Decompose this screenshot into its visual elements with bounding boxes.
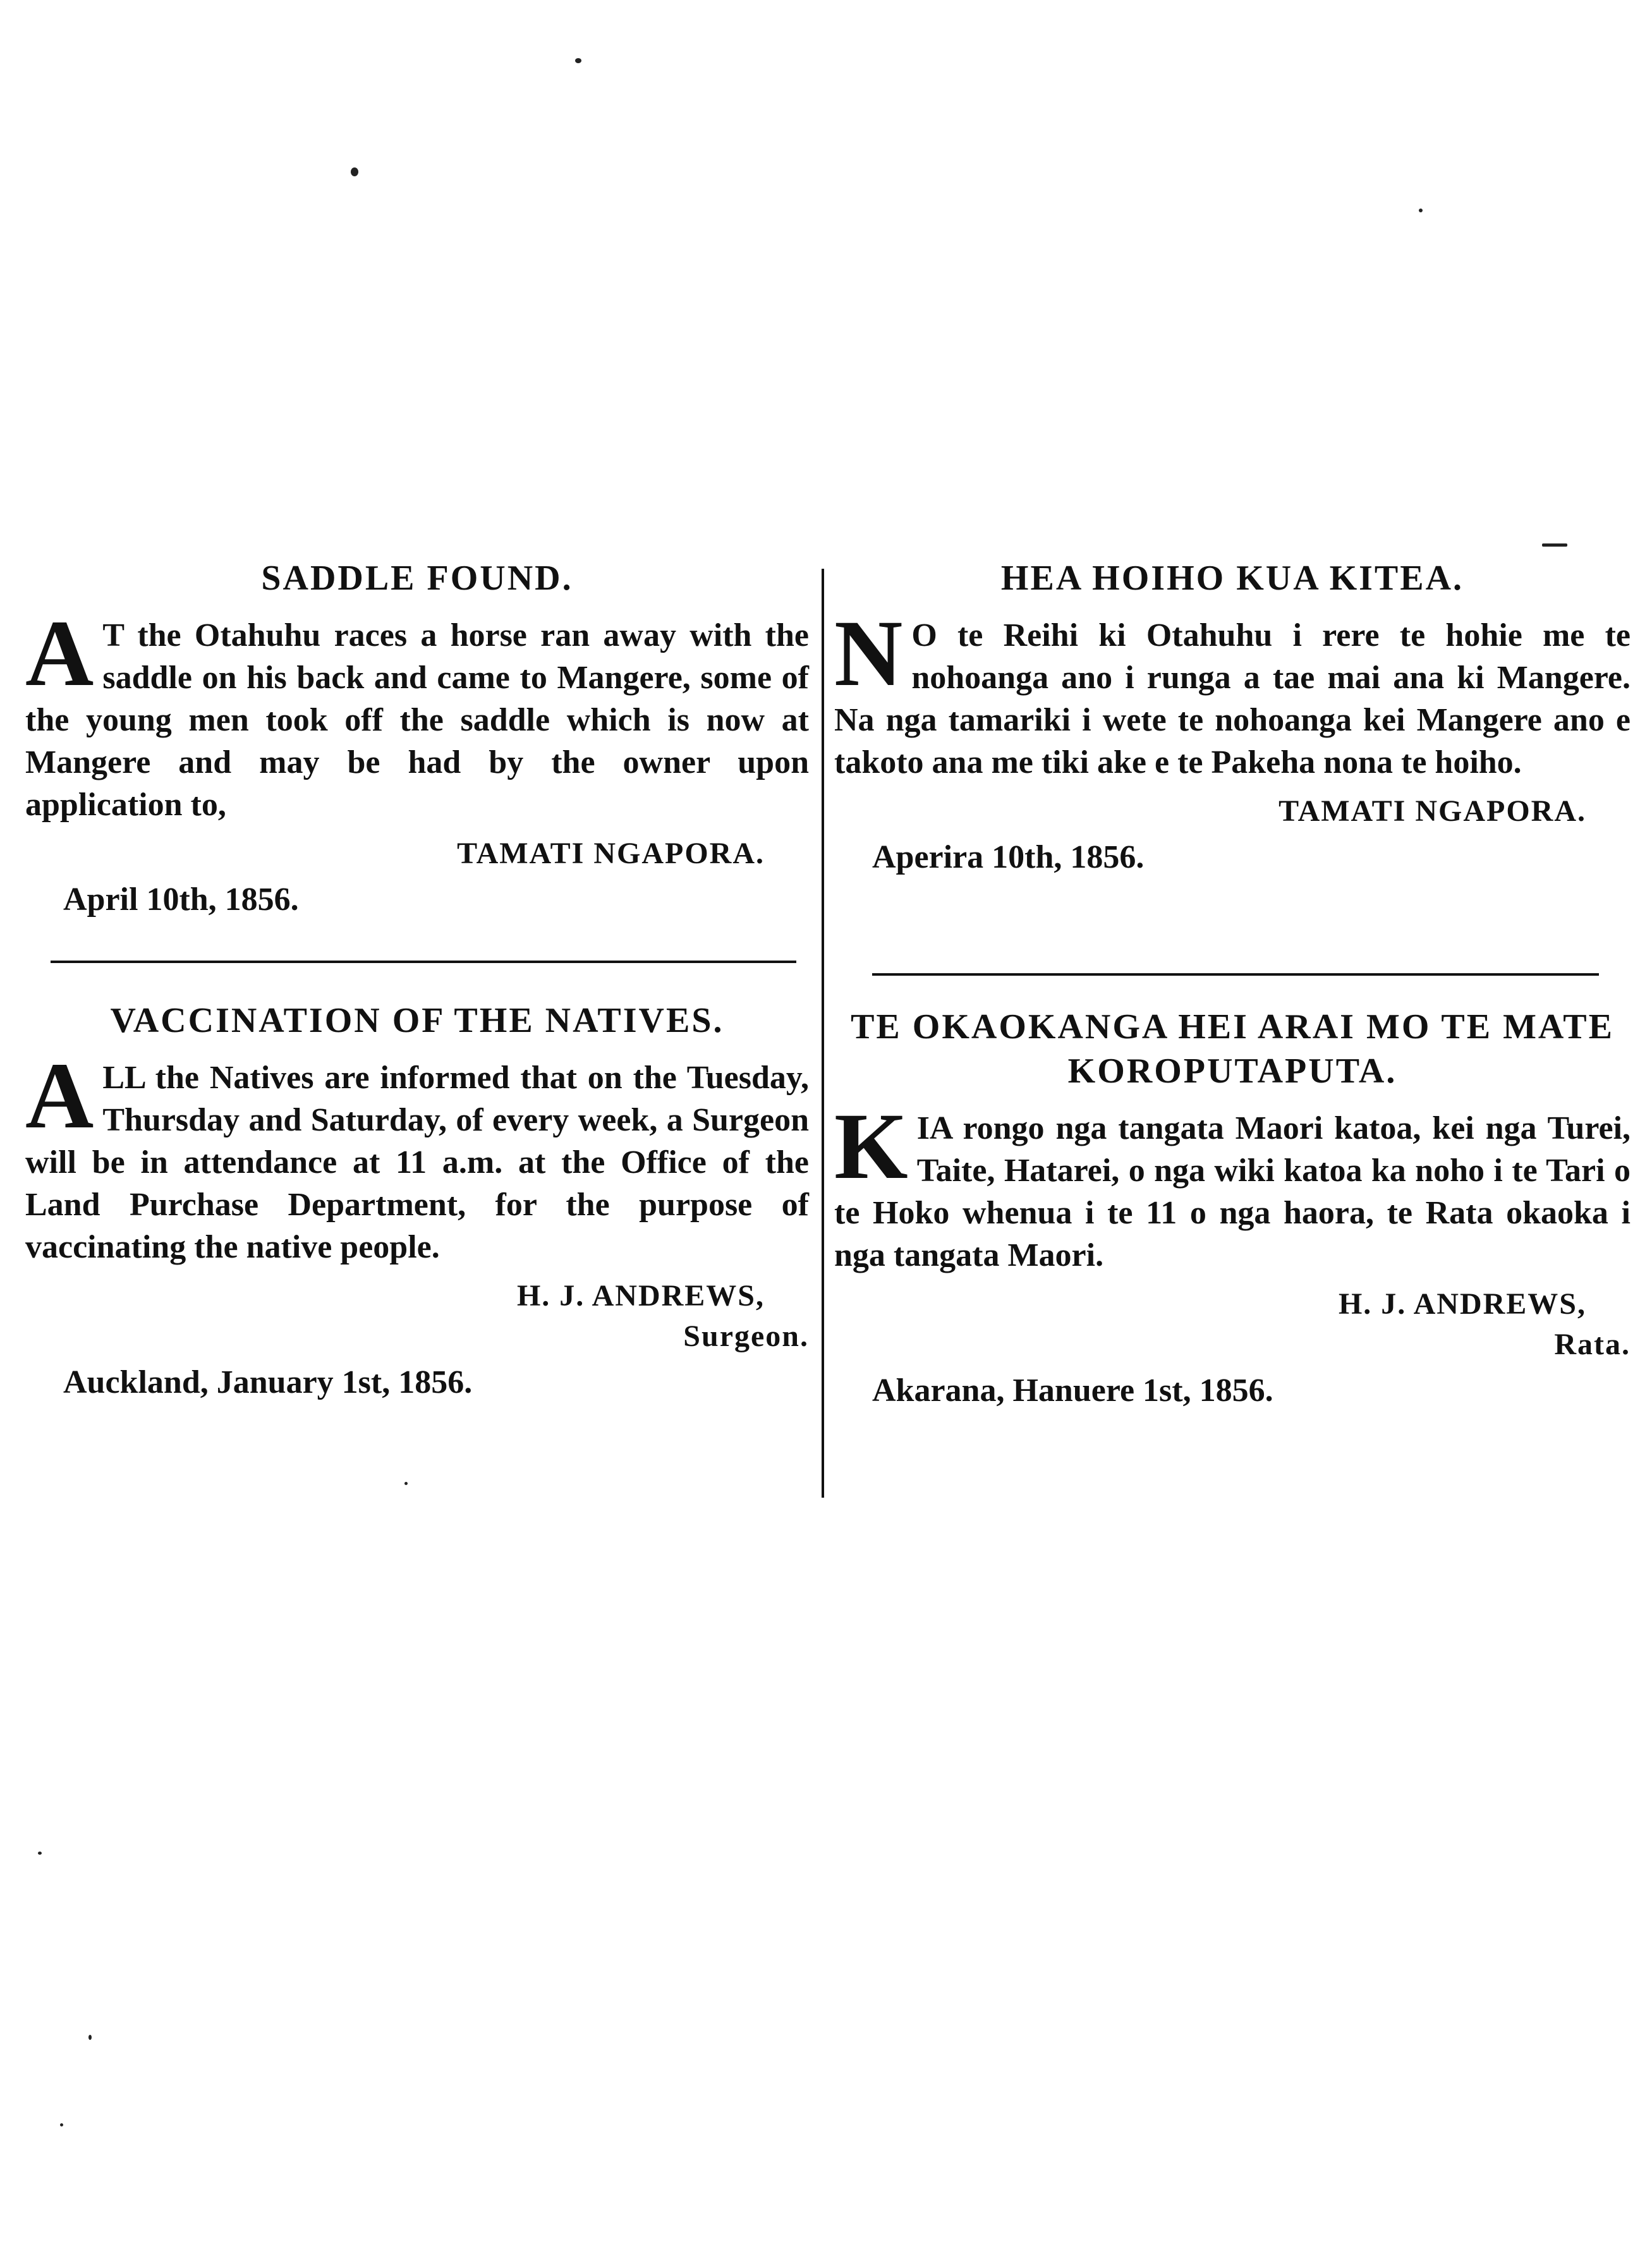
signatory: TAMATI NGAPORA. — [457, 837, 765, 870]
notice-date: April 10th, 1856. — [63, 882, 299, 918]
notice-text: LL the Natives are informed that on the Tuesday, Thursday and Saturday, of every week, a Surgeon will be in attendance at 11 a.m. at the Office of the Land Purchase Department, for the purpose of vaccinating the native people. — [25, 1060, 809, 1265]
section-rule — [872, 973, 1599, 976]
signatory: H. J. ANDREWS, — [1338, 1287, 1586, 1321]
scan-speck — [1542, 543, 1567, 547]
signatory: TAMATI NGAPORA. — [1278, 794, 1586, 828]
scan-speck — [351, 167, 358, 176]
notice-body — [25, 1043, 809, 1268]
notice-vaccination — [25, 998, 809, 1404]
column-divider — [822, 569, 824, 1498]
notice-heading: TE OKAOKANGA HEI ARAI MO TE MATE KOROPUTAPUTA. — [851, 1007, 1614, 1091]
signatory-role: Rata. — [1554, 1328, 1631, 1361]
notice-date: Auckland, January 1st, 1856. — [63, 1364, 473, 1400]
notice-text: T the Otahuhu races a horse ran away with the saddle on his back and came to Mangere, some of the young men took off the saddle which is now at Mangere and may be had by the owner upon application to, — [25, 617, 809, 823]
scan-speck — [1419, 209, 1423, 212]
scan-speck — [60, 2123, 63, 2126]
notice-saddle-found — [25, 556, 809, 921]
notice-heading: SADDLE FOUND. — [261, 559, 573, 598]
notice-text: O te Reihi ki Otahuhu i rere te hohie me te nohoanga ano i runga a tae mai ana ki Mangere. Na nga tamariki i wete te nohoanga kei Mangere ano e takoto ana me tiki ake e te Pakeha nona te hoiho. — [834, 617, 1631, 780]
drop-cap: A — [25, 601, 94, 706]
notice-hea-hoiho — [834, 556, 1631, 878]
signatory: H. J. ANDREWS, — [516, 1279, 765, 1313]
scan-speck — [404, 1482, 408, 1485]
notice-date: Aperira 10th, 1856. — [872, 839, 1145, 875]
notice-body — [834, 1094, 1631, 1277]
notice-body — [834, 601, 1631, 784]
notice-heading: HEA HOIHO KUA KITEA. — [1000, 559, 1464, 598]
notice-okaokanga — [834, 1005, 1631, 1412]
section-rule — [51, 961, 796, 963]
drop-cap: A — [25, 1043, 94, 1148]
scan-speck — [38, 1852, 42, 1855]
notice-body — [25, 601, 809, 826]
notice-date: Akarana, Hanuere 1st, 1856. — [872, 1373, 1273, 1409]
notice-text: IA rongo nga tangata Maori katoa, kei nga Turei, Taite, Hatarei, o nga wiki katoa ka noho i te Tari o te Hoko whenua i te 11 o nga haora, te Rata okaoka i nga tangata Maori. — [834, 1110, 1631, 1273]
drop-cap: K — [834, 1094, 908, 1199]
scan-speck — [575, 58, 581, 63]
notice-heading: VACCINATION OF THE NATIVES. — [110, 1001, 724, 1040]
scan-speck — [88, 2035, 92, 2040]
drop-cap: N — [834, 601, 903, 706]
signatory-role: Surgeon. — [683, 1319, 809, 1353]
